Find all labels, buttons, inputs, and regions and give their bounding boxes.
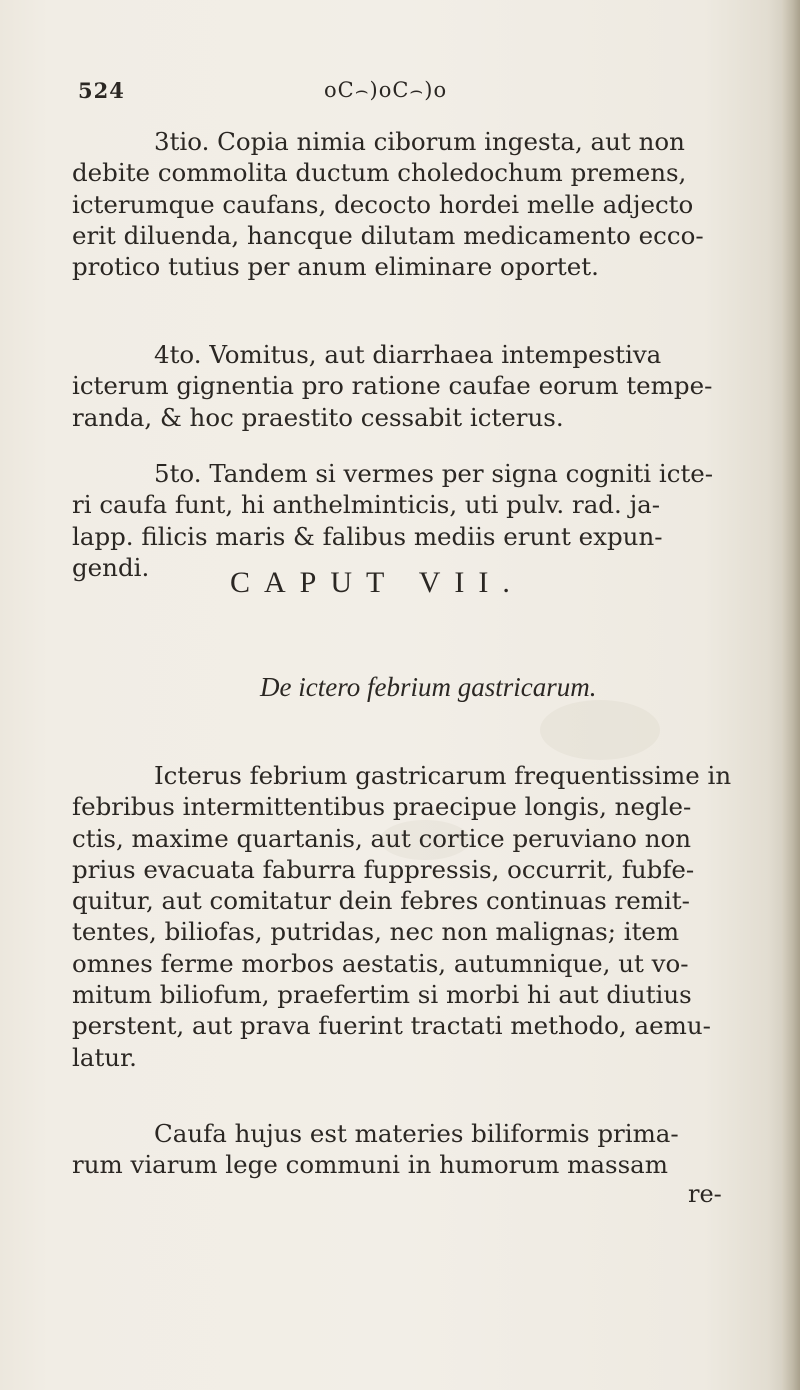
text-line: 3tio. Copia nimia ciborum ingesta, aut non (154, 127, 685, 156)
text-line: tentes, biliofas, putridas, nec non malignas; item (72, 917, 680, 947)
text-line: rum viarum lege communi in humorum massam (72, 1150, 669, 1180)
page-edge (782, 0, 800, 1390)
text-line: lapp. filicis maris & falibus mediis erunt expun- (72, 521, 663, 551)
paragraph-3tio (72, 126, 772, 282)
chapter-heading: CAPUT VII. (230, 566, 524, 599)
header-ornament: oC⌢)oC⌢)o (324, 78, 448, 102)
catchword: re- (688, 1180, 722, 1208)
paragraph-icterus (72, 760, 772, 1073)
text-line: ctis, maxime quartanis, aut cortice peruviano non (72, 823, 692, 853)
text-line: erit diluenda, hancque dilutam medicamento ecco- (72, 220, 704, 250)
page-number: 524 (78, 78, 125, 103)
text-line: febribus intermittentibus praecipue longis, negle- (72, 792, 692, 822)
text-line: Caufa hujus est materies biliformis prima- (154, 1119, 679, 1148)
text-line: icterum gignentia pro ratione caufae eorum tempe- (72, 371, 713, 401)
text-line: ri caufa funt, hi anthelminticis, uti pulv. rad. ja- (72, 490, 661, 520)
paper-stain (540, 700, 660, 760)
paragraph-4to (72, 339, 772, 433)
chapter-subtitle: De ictero febrium gastricarum. (260, 672, 597, 702)
text-line: latur. (72, 1042, 137, 1072)
text-line: randa, & hoc praestito cessabit icterus. (72, 402, 564, 432)
text-line: debite commolita ductum choledochum premens, (72, 158, 687, 188)
text-line: mitum biliofum, praefertim si morbi hi aut diutius (72, 980, 692, 1010)
text-line: gendi. (72, 552, 150, 582)
text-line: 4to. Vomitus, aut diarrhaea intempestiva (154, 340, 662, 369)
text-line: 5to. Tandem si vermes per signa cogniti icte- (154, 459, 714, 488)
text-line: icterumque caufans, decocto hordei melle adjecto (72, 189, 694, 219)
text-line: quitur, aut comitatur dein febres continuas remit- (72, 886, 690, 916)
text-line: Icterus febrium gastricarum frequentissime in (154, 761, 732, 790)
text-line: protico tutius per anum eliminare oportet. (72, 252, 599, 282)
text-line: omnes ferme morbos aestatis, autumnique, ut vo- (72, 948, 689, 978)
text-line: perstent, aut prava fuerint tractati methodo, aemu- (72, 1011, 711, 1041)
paragraph-caufa (72, 1118, 772, 1181)
paragraph-5to (72, 458, 772, 583)
page-header (78, 78, 718, 108)
text-line: prius evacuata faburra fuppressis, occurrit, fubfe- (72, 854, 695, 884)
